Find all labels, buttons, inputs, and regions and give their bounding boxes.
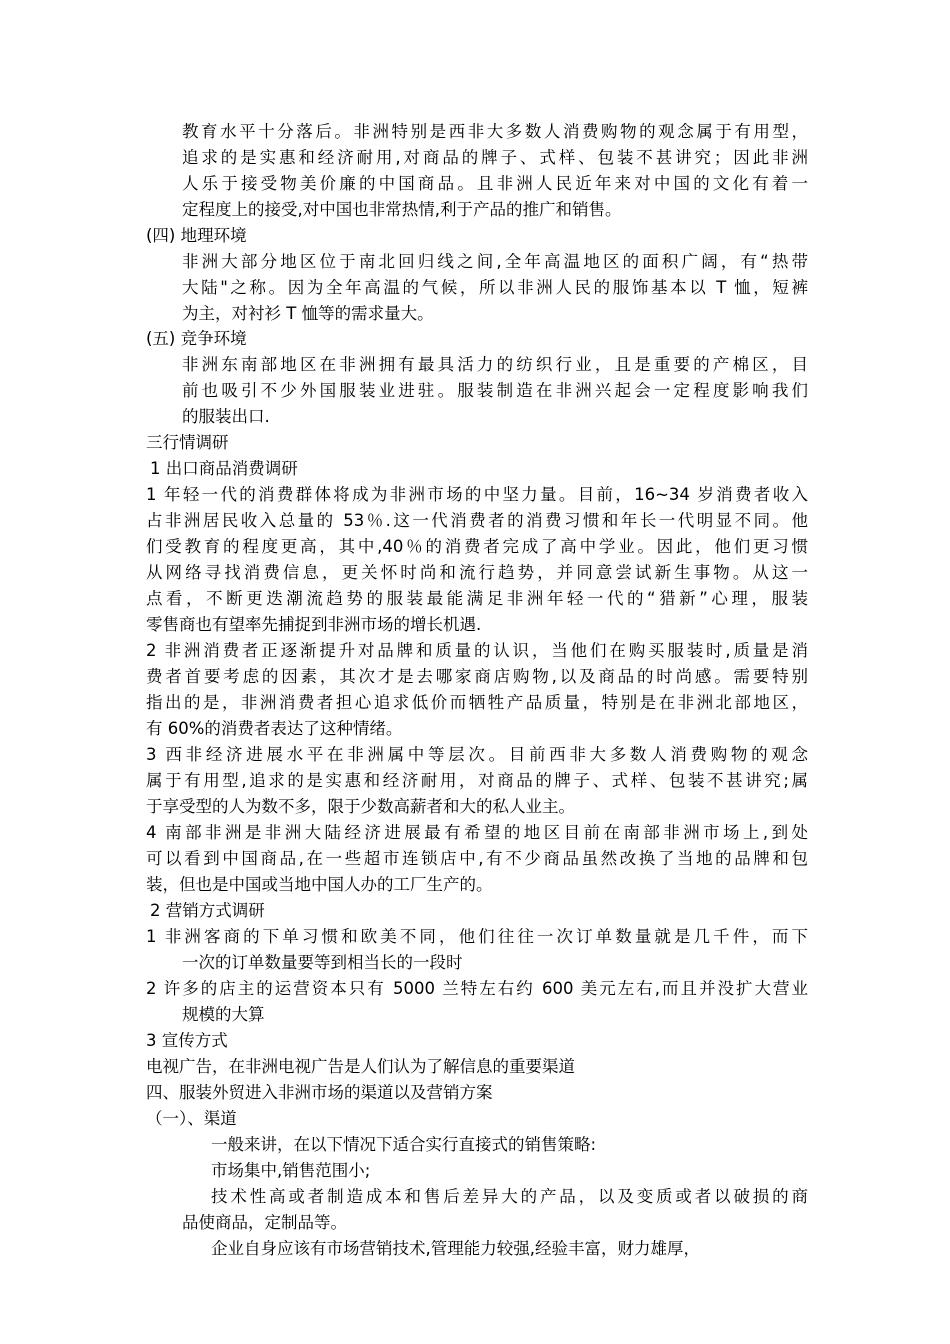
paragraph-line: 定程度上的接受,对中国也非常热情,利于产品的推广和销售。 [182,200,622,219]
paragraph-line: 属于有用型,追求的是实惠和经济耐用，对商品的牌子、式样、包装不甚讲究;属 [146,771,808,790]
paragraph-line: 指出的是，非洲消费者担心追求低价而牺牲产品质量，特别是在非洲北部地区， [146,693,808,712]
paragraph-line: 非洲大部分地区位于南北回归线之间,全年高温地区的面积广阔，有“热带 [182,252,808,271]
paragraph-line: 2 非洲消费者正逐渐提升对品牌和质量的认识，当他们在购买服装时,质量是消 [146,641,808,660]
paragraph-line: 品使商品，定制品等。 [182,1213,347,1232]
paragraph-line: 追求的是实惠和经济耐用,对商品的牌子、式样、包装不甚讲究；因此非洲 [182,148,808,167]
subsection-heading: （一）、渠道 [146,1109,237,1128]
paragraph-line: 人乐于接受物美价廉的中国商品。且非洲人民近年来对中国的文化有着一 [182,174,808,193]
subsection-heading: 3 宣传方式 [146,1031,228,1050]
paragraph-line: 3 西非经济进展水平在非洲属中等层次。目前西非大多数人消费购物的观念 [146,745,808,764]
paragraph-line: 非洲东南部地区在非洲拥有最具活力的纺织行业，且是重要的产棉区，目 [182,355,808,374]
paragraph-line: 点看，不断更迭潮流趋势的服装最能满足非洲年轻一代的“猎新”心理，服装 [146,589,808,608]
paragraph-line: 可以看到中国商品,在一些超市连锁店中,有不少商品虽然改换了当地的品牌和包 [146,849,808,868]
paragraph-line: 占非洲居民收入总量的 53％.这一代消费者的消费习惯和年长一代明显不同。他 [146,511,808,530]
section-heading: 三行情调研 [146,433,229,452]
paragraph-line: 的服装出口. [182,407,270,426]
paragraph-line: 于享受型的人为数不多，限于少数高薪者和大的私人业主。 [146,797,575,816]
subsection-heading: 1 出口商品消费调研 [150,459,298,478]
paragraph-line: 市场集中,销售范围小; [211,1161,371,1180]
paragraph-line: 教育水平十分落后。非洲特别是西非大多数人消费购物的观念属于有用型， [182,122,808,141]
section-heading: 四、服装外贸进入非洲市场的渠道以及营销方案 [146,1083,493,1102]
paragraph-line: 大陆"之称。因为全年高温的气候，所以非洲人民的服饰基本以 T 恤，短裤 [182,278,808,297]
paragraph-line: 从网络寻找消费信息，更关怀时尚和流行趋势，并同意尝试新生事物。从这一 [146,563,808,582]
paragraph-line: 为主，对衬衫 T 恤等的需求量大。 [182,304,434,323]
paragraph-line: 一般来讲，在以下情况下适合实行直接式的销售策略: [211,1135,597,1154]
paragraph-line: 装，但也是中国或当地中国人办的工厂生产的。 [146,875,493,894]
section-heading: (五) 竞争环境 [146,329,247,348]
subsection-heading: 2 营销方式调研 [150,901,265,920]
paragraph-line: 1 非洲客商的下单习惯和欧美不同，他们往往一次订单数量就是几千件，而下 [146,927,808,946]
paragraph-line: 有 60%的消费者表达了这种情绪。 [146,719,403,738]
paragraph-line: 规模的大算 [182,1005,265,1024]
paragraph-line: 4 南部非洲是非洲大陆经济进展最有希望的地区目前在南部非洲市场上,到处 [146,823,808,842]
paragraph-line: 费者首要考虑的因素，其次才是去哪家商店购物,以及商品的时尚感。需要特别 [146,667,808,686]
paragraph-line: 们受教育的程度更高，其中,40％的消费者完成了高中学业。因此，他们更习惯 [146,537,808,556]
paragraph-line: 前也吸引不少外国服装业进驻。服装制造在非洲兴起会一定程度影响我们 [182,381,808,400]
paragraph-line: 电视广告，在非洲电视广告是人们认为了解信息的重要渠道 [146,1057,575,1076]
paragraph-line: 2 许多的店主的运营资本只有 5000 兰特左右约 600 美元左右,而且并没扩大营业 [146,979,808,998]
paragraph-line: 零售商也有望率先捕捉到非洲市场的增长机遇. [146,615,482,634]
section-heading: (四) 地理环境 [146,226,247,245]
paragraph-line: 一次的订单数量要等到相当长的一段时 [182,953,463,972]
paragraph-line: 1 年轻一代的消费群体将成为非洲市场的中坚力量。目前，16~34 岁消费者收入 [146,485,808,504]
paragraph-line: 企业自身应该有市场营销技术,管理能力较强,经验丰富，财力雄厚， [211,1239,700,1258]
paragraph-line: 技术性高或者制造成本和售后差异大的产品，以及变质或者以破损的商 [211,1187,808,1206]
